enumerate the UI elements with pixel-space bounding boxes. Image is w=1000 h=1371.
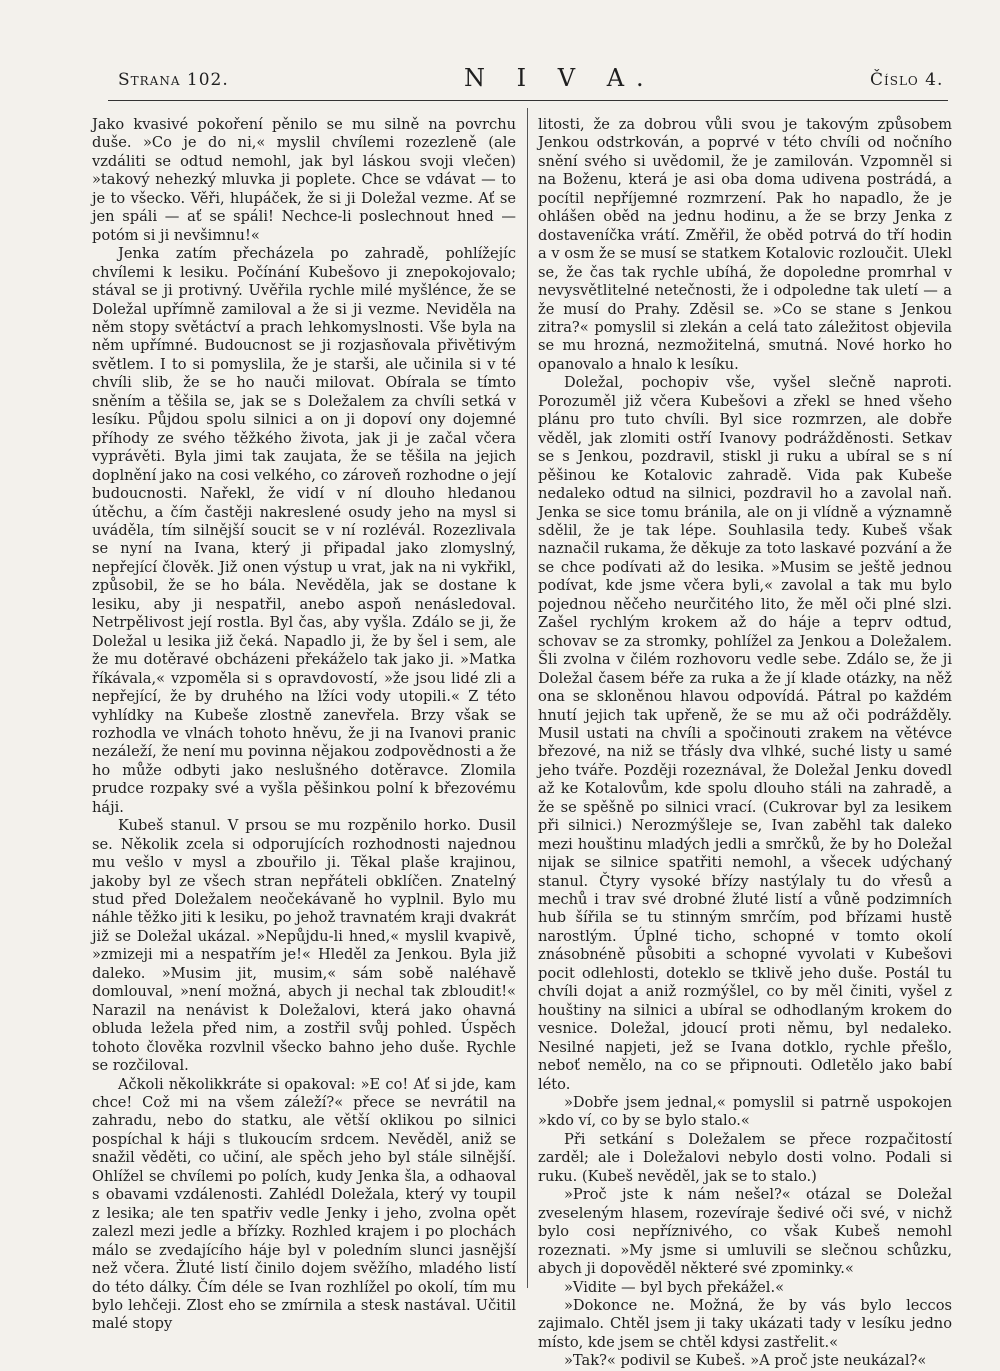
paragraph: »Vidite — byl bych překážel.« [564,1278,785,1296]
paragraph: litosti, že za dobrou vůli svou je takovým způsobem Jenkou odstrkován, a poprvé v této chvíli od nočního snění svého si uvědomil, že je zamilován. Vzpomněl si na Boženu, která je asi oba doma udivena postrádá, a pocítil nepříjemné rozmrzení. Pak ho napadlo, že je ohlášen oběd na jednu hodinu, a že se brzy Jenka z dostaveníčka vrátí. Změřil, že oběd potrvá do tří hodin a v osm že se musí se statkem Kotalovic rozloučit. Ulekl se, že čas tak rychle ubíhá, že dopoledne promrhal v nevysvětlitelné netečnosti, že i odpoledne tak uletí — a že musí do Prahy. Zděsil se. »Co se stane s Jenkou zitra?« pomyslil si zlekán a celá tato záležitost objevila se mu hrozná, nezmožitelná, smutná. Nové horko ho opanovalo a hnalo k lesíku. [538,116,952,373]
paragraph: Ačkoli několikkráte si opakoval: »E co! Ať si jde, kam chce! Což mi na všem záleží?« přece se nevrátil na zahradu, nebo do statku, ale větší oklikou po silnici pospíchal k háji s tlukoucím srdcem. Nevěděl, aniž se snažil věděti, co učiní, ale spěch jeho byl stále silnější. Ohlížel se chvílemi po polích, kudy Jenka šla, a odhaoval s obavami vzdálenosti. Zahlédl Doležala, který vy toupil z lesika; ale ten spatřiv vedle Jenky i jeho, zvolna opět zalezl mezi jedle a břízky. Rozhled krajem i po plochách málo se zvedajícího háje byl v poledním slunci jasnější než včera. Žluté listí činilo dojem svěžího, mladého listí do této dálky. Čím déle se Ivan rozhlížel po okolí, tím mu bylo lehčeji. Zlost eho se zmírnila a stesk nastával. Učitil malé stopy [92,1075,516,1333]
paragraph: »Proč jste k nám nešel?« otázal se Doležal zveseleným hlasem, rozevíraje šedivé oči své, v nichž bylo cosi nepříznivého, co však Kubeš nemohl rozeznati. »My jsme si umluvili se slečnou schůzku, abych ji dopověděl některé své zpominky.« [538,1186,952,1278]
column-divider [527,108,528,1288]
journal-title: N I V A. [464,64,656,92]
page-number: Strana 102. [118,70,229,90]
paragraph: Kubeš stanul. V prsou se mu rozpěnilo horko. Dusil se. Několik zcela si odporujících rozhodnosti najednou mu vešlo v mysl a zbouřilo ji. Těkal plaše krajinou, jakoby byl ze všech stran nepřáteli obklíčen. Znatelný stud před Doležalem neočekávaně ho vyplnil. Bylo mu náhle těžko jiti k lesiku, po jehož travnatém kraji dvakrát již se Doležal ukázal. »Nepůjdu-li hned,« myslil kvapivě, »zmizeji mi a nespatřím je!« Hleděl za Jenkou. Byla již daleko. »Musim jit, musim,« sám sobě naléhavě domlouval, »není možná, abych ji nechal tak zbloudit!« Narazil na nenávist k Doležalovi, která jako ohavná obluda ležela před nim, a zostřil svůj pohled. Úspěch tohoto člověka rozvlnil všecko bahno jeho duše. Rychle se rozčiloval. [92,817,516,1075]
paragraph: »Tak?« podivil se Kubeš. »A proč jste neukázal?« [564,1352,927,1370]
paragraph: Jako kvasivé pokoření pěnilo se mu silně na povrchu duše. »Co je do ni,« myslil chvílemi rozezleně (ale vzdáliti se odtud nemohl, jak byl láskou svoji vlečen) »takový nehezký mluvka ji poplete. Chce se vdávat — to je to všecko. Věři, hlupáček, že si ji Doležal vezme. Ať se jen spáli — ať se spáli! Nechce-li poslechnout hned — potóm si ji nevšimnu!« [92,116,516,244]
paragraph: »Dokonce ne. Možná, že by vás bylo leccos zajimalo. Chtěl jsem ji taky ukázati tady v lesíku jedno místo, kde jsem se chtěl kdysi zastřelit.« [538,1297,952,1351]
paragraph: »Dobře jsem jednal,« pomyslil si patrně uspokojen »kdo ví, co by se bylo stalo.« [538,1094,952,1130]
paragraph: Doležal, pochopiv vše, vyšel slečně naproti. Porozuměl již včera Kubešovi a zřekl se hned všeho plánu pro tuto chvíli. Byl sice rozmrzen, ale dobře věděl, jak zlomiti ostří Ivanovy podrážděnosti. Setkav se s Jenkou, pozdravil, stiskl ji ruku a ubíral se s ní pěšinou ke Kotalovic zahradě. Vida pak Kubeše nedaleko odtud na silnici, pozdravil ho a zavolal naň. Jenka se sice tomu bránila, ale on ji vlídně a významně sdělil, že je tak lépe. Souhlasila tedy. Kubeš však naznačil rukama, že děkuje za toto laskavé pozvání a že se chce podívati až do lesika. »Musim se ještě jednou podívat, kde jsme včera byli,« zavolal a tak mu bylo pojednou něčeho neurčitého lito, že měl oči plné slzi. Zašel rychlým krokem až do háje a teprv odtud, schovav se za stromky, pohlížel za Jenkou a Doležalem. Šli zvolna v čilém rozhovoru vedle sebe. Zdálo se, že ji Doležal časem béře za ruka a že jí klade otázky, na něž ona se skloněnou hlavou odpovídá. Pátral po každém hnutí jejich tak upřeně, že se mu až oči podrážděly. Musil ustati na chvíli a spočinouti zrakem na větévce březové, na niž se třásly dva vlhké, suché listy u samé jeho tváře. Později rozeznával, že Doležal Jenku dovedl až ke Kotalovům, kde spolu dlouho stáli na zahradě, a že se spěšně po silnici vrací. (Cukrovar byl za lesikem při silnici.) Nerozmýšleje se, Ivan zaběhl tak daleko mezi houštinu mladých jedli a smrčků, že by ho Doležal nijak se silnice spatřiti nemohl, a všecek udýchaný stanul. Čtyry vysoké břízy nastýlaly tu do vřesů a mechů i trav své drobné žluté listí a vůně podzimních hub šířila se tu stinným smrčím, pod břízami hustě narostlým. Úplné ticho, schopné v tomto okolí znásobnéně působiti a schopné vyvolati v Kubešovi pocit odlehlosti, doteklo se tklivě jeho duše. Postál tu chvíli dojat a aniž rozmýšlel, co by měl činiti, vyšel z houštiny na silnici a ubíral se odhodlaným krokem do vesnice. Doležal, jdoucí proti němu, byl nedaleko. Nesilné napjeti, jež se Ivana dotklo, rychle přešlo, neboť nemělo, na co se připnouti. Odletělo jako babí léto. [538,374,952,1093]
header-rule [108,100,948,101]
paragraph: Při setkání s Doležalem se přece rozpačitostí zarděl; ale i Doležalovi nebylo dosti volno. Podali si ruku. (Kubeš nevěděl, jak se to stalo.) [538,1130,952,1185]
paragraph: Jenka zatím přecházela po zahradě, pohlížejíc chvílemi k lesiku. Počínání Kubešovo ji znepokojovalo; stával se ji protivný. Uvěřila rychle milé myšlénce, že se Doležal upřímně zamiloval a že si ji vezme. Neviděla na něm stopy světáctví a prach lehkomyslnosti. Vše byla na něm upřímné. Budoucnost se ji rozjasňovala přivětivým světlem. I to si pomyslila, že je starši, ale učinila si v té chvíli slib, že se ho nauči milovat. Obírala se tímto sněním a těšila se, jak se s Doležalem za chvíli setká v lesíku. Půjdou spolu silnici a on ji dopoví ony dojemné příhody ze svého těžkého života, jak ji je začal včera vyprávěti. Byla jimi tak zaujata, že se těšila na jejich doplnění jako na cosi velkého, co zároveň rozhodne o její budoucnosti. Nařekl, že vidí v ní dlouho hledanou útěchu, a čím častěji nakreslené osudy jeho na mysl si uváděla, tím silnější soucit se v ní rozlévál. Rozezlivala se nyní na Ivana, který ji připadal jako zlomyslný, nepřející člověk. Již onen výstup u vrat, jak na ni vykřikl, způsobil, že se ho bála. Nevěděla, jak se dostane k lesiku, aby ji nespatřil, anebo aspoň nenásledoval. Netrpělivost její rostla. Byl čas, aby vyšla. Zdálo se ji, že Doležal u lesika již čeká. Napadlo ji, že by šel i sem, ale že mu dotěravé obcházeni překáželo tak jako ji. »Matka říkávala,« vzpoměla si s opravdovostí, »že jsou lidé zli a nepřející, že by druhého na lžíci vody utopili.« Z této vyhlídky na Kubeše zlostně zanevřela. Brzy však se rozhodla ve vlnách tohoto hněvu, že ji na Ivanovi pranic nezáleží, že není mu povinna nějakou zodpovědnosti a že ho může odbyti jako neslušného dotěravce. Zlomila prudce rozpaky své a vyšla pěšinkou polní k březovému háji. [92,245,516,816]
left-column [92,116,516,1333]
right-column [538,116,952,1370]
issue-number: Číslo 4. [870,70,944,90]
